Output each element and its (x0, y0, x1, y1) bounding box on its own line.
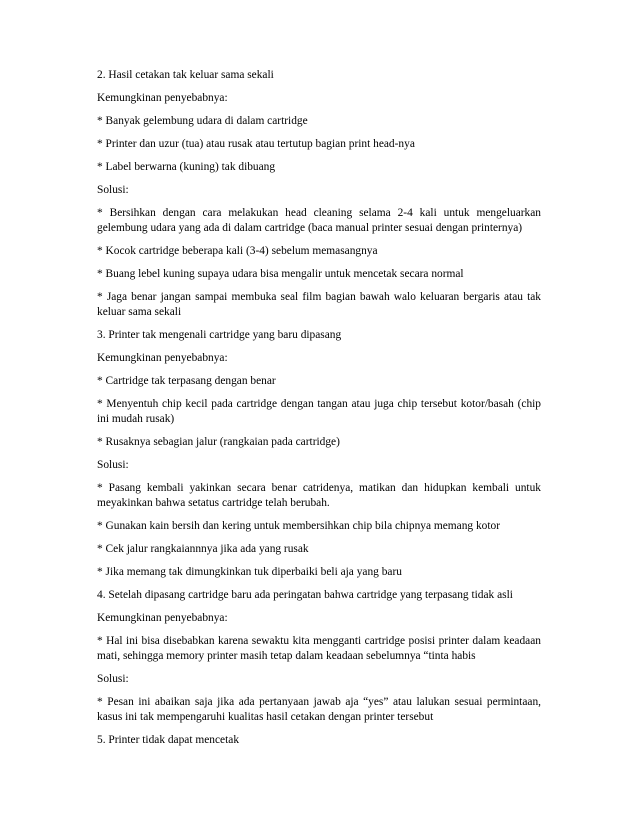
bullet-item: * Printer dan uzur (tua) atau rusak atau tertutup bagian print head-nya (97, 138, 415, 150)
bullet-item: * Menyentuh chip kecil pada cartridge dengan tangan atau juga chip tersebut kotor/basah (chip ini mudah rusak) (97, 398, 541, 425)
causes-label: Kemungkinan penyebabnya: (97, 612, 228, 624)
section-heading: 4. Setelah dipasang cartridge baru ada peringatan bahwa cartridge yang terpasang tidak asli (97, 589, 513, 601)
bullet-item: * Cartridge tak terpasang dengan benar (97, 375, 276, 387)
bullet-item: * Rusaknya sebagian jalur (rangkaian pada cartridge) (97, 436, 340, 448)
solution-label: Solusi: (97, 184, 129, 196)
bullet-item: * Buang lebel kuning supaya udara bisa mengalir untuk mencetak secara normal (97, 268, 464, 280)
bullet-item: * Hal ini bisa disebabkan karena sewaktu kita mengganti cartridge posisi printer dalam keadaan mati, sehingga memory printer masih tetap dalam keadaan sebelumnya “tinta habis (97, 635, 541, 662)
bullet-item: * Cek jalur rangkaiannnya jika ada yang rusak (97, 543, 309, 555)
bullet-item: * Pasang kembali yakinkan secara benar catridenya, matikan dan hidupkan kembali untuk meyakinkan bahwa setatus cartridge telah berubah. (97, 482, 541, 509)
bullet-item: * Gunakan kain bersih dan kering untuk membersihkan chip bila chipnya memang kotor (97, 520, 500, 532)
bullet-item: * Jaga benar jangan sampai membuka seal film bagian bawah walo keluaran bergaris atau tak keluar sama sekali (97, 291, 541, 318)
section-heading: 5. Printer tidak dapat mencetak (97, 734, 240, 746)
bullet-item: * Pesan ini abaikan saja jika ada pertanyaan jawab aja “yes” atau lalukan sesuai permintaan, kasus ini tak mempengaruhi kualitas hasil cetakan dengan printer tersebut (97, 696, 541, 723)
causes-label: Kemungkinan penyebabnya: (97, 352, 228, 364)
bullet-item: * Kocok cartridge beberapa kali (3-4) sebelum memasangnya (97, 245, 378, 257)
bullet-item: * Jika memang tak dimungkinkan tuk diperbaiki beli aja yang baru (97, 566, 402, 578)
causes-label: Kemungkinan penyebabnya: (97, 92, 228, 104)
bullet-item: * Banyak gelembung udara di dalam cartridge (97, 115, 308, 127)
solution-label: Solusi: (97, 459, 129, 471)
bullet-item: * Bersihkan dengan cara melakukan head cleaning selama 2-4 kali untuk mengeluarkan gelembung udara yang ada di dalam cartridge (baca manual printer sesuai dengan printernya) (97, 207, 541, 234)
section-heading: 2. Hasil cetakan tak keluar sama sekali (97, 69, 274, 81)
solution-label: Solusi: (97, 673, 129, 685)
bullet-item: * Label berwarna (kuning) tak dibuang (97, 161, 276, 173)
section-heading: 3. Printer tak mengenali cartridge yang baru dipasang (97, 329, 342, 341)
document-body (97, 68, 541, 756)
